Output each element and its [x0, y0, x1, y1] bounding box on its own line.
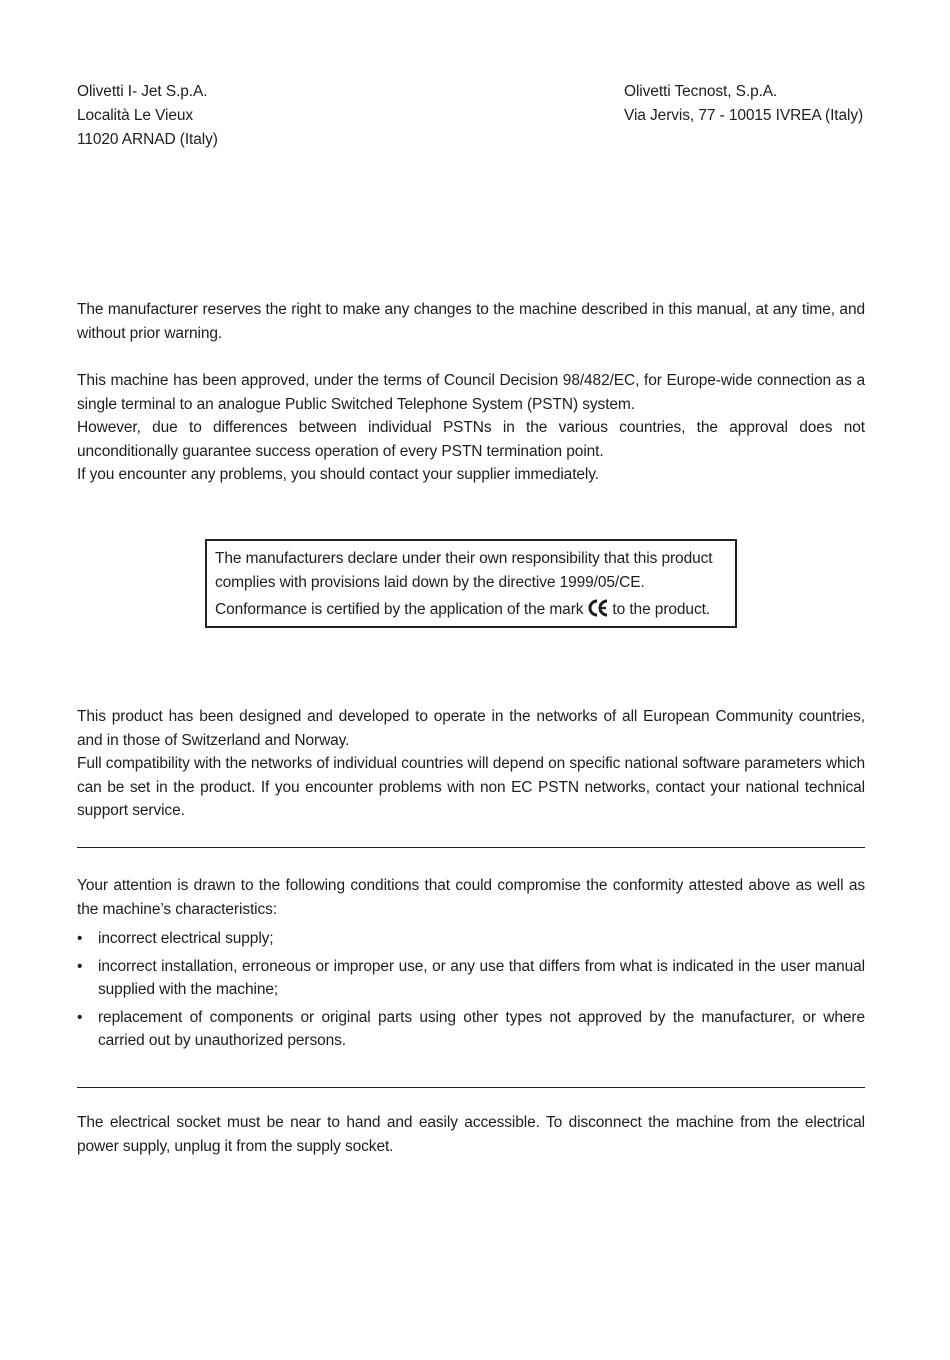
approval-paragraph-1: This machine has been approved, under the terms of Council Decision 98/482/EC, for Europe-wide connection as a single terminal to an analogue Public Switched Telephone System (PSTN) system. [77, 372, 865, 413]
list-item [77, 927, 865, 951]
address-right-line1: Olivetti Tecnost, S.p.A. [624, 83, 778, 100]
address-left-line1: Olivetti I- Jet S.p.A. [77, 83, 208, 100]
declaration-line2: complies with provisions laid down by the directive 1999/05/CE. [215, 574, 645, 591]
changes-notice-text: The manufacturer reserves the right to make any changes to the machine described in this manual, at any time, and without prior warning. [77, 301, 865, 342]
bullet-icon: • [77, 957, 83, 975]
approval-paragraph-2: However, due to differences between individual PSTNs in the various countries, the approval does not unconditionally guarantee success operation of every PSTN termination point. [77, 419, 865, 460]
declaration-line3 [215, 598, 735, 625]
approval-paragraph-3: If you encounter any problems, you should contact your supplier immediately. [77, 466, 599, 483]
list-item-text: incorrect installation, erroneous or improper use, or any use that differs from what is indicated in the user manual supplied with the machine; [98, 957, 865, 998]
bullet-icon: • [77, 930, 83, 947]
conformity-conditions-list [77, 927, 865, 1057]
networks-section [77, 705, 865, 823]
declaration-line3-start: Conformance is certified by the application of the mark [215, 601, 584, 618]
declaration-line1: The manufacturers declare under their own responsibility that this product [215, 550, 713, 567]
power-socket-text: The electrical socket must be near to hand and easily accessible. To disconnect the machine from the electrical power supply, unplug it from the supply socket. [77, 1114, 865, 1155]
list-item [77, 1006, 865, 1053]
list-item [77, 955, 865, 1002]
address-left-line3: 11020 ARNAD (Italy) [77, 131, 218, 148]
networks-paragraph-2: Full compatibility with the networks of individual countries will depend on specific national software parameters which can be set in the product. If you encounter problems with non EC PSTN networks, contact your national technical support service. [77, 755, 865, 819]
list-item-text: incorrect electrical supply; [98, 930, 274, 947]
networks-paragraph-1: This product has been designed and developed to operate in the networks of all European Community countries, and in those of Switzerland and Norway. [77, 708, 865, 749]
section-divider-1 [77, 847, 865, 848]
list-item-text: replacement of components or original parts using other types not approved by the manufacturer, or where carried out by unauthorized persons. [98, 1008, 865, 1049]
ce-mark-icon [588, 599, 610, 625]
address-left-line2: Località Le Vieux [77, 107, 194, 124]
conformity-intro-text: Your attention is drawn to the following conditions that could compromise the conformity attested above as well as the machine’s characteristics: [77, 877, 865, 918]
approval-section [77, 369, 865, 487]
conformity-intro [77, 874, 865, 921]
declaration-line3-end: to the product. [612, 601, 711, 618]
address-right-line2: Via Jervis, 77 - 10015 IVREA (Italy) [624, 107, 864, 124]
section-divider-2 [77, 1087, 865, 1088]
bullet-icon: • [77, 1008, 83, 1026]
changes-notice [77, 298, 865, 345]
declaration-box [205, 539, 737, 628]
power-socket-notice [77, 1111, 865, 1158]
